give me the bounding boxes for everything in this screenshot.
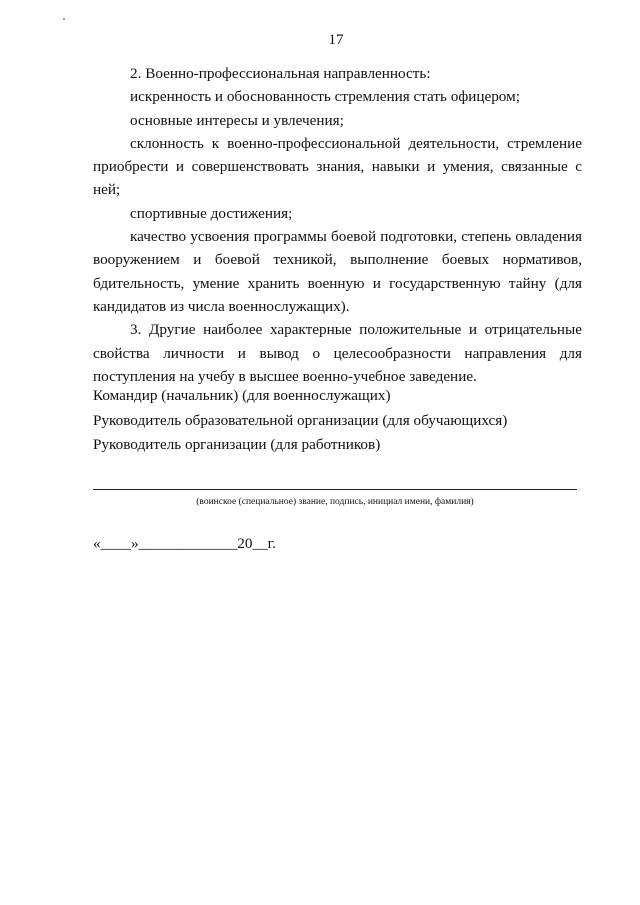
signatory-list [93,384,582,458]
signatory-commander: Командир (начальник) (для военнослужащих) [93,387,391,404]
date-line: «____»_____________20__г. [93,535,276,552]
paragraph-other-qualities: 3. Другие наиболее характерные положительные и отрицательные свойства личности и вывод о целесообразности направления для поступления на учебу в высшее военно-учебное заведение. [93,321,582,385]
paragraph-interests: основные интересы и увлечения; [130,111,344,129]
paragraph-inclination: склонность к военно-профессиональной деятельности, стремление приобрести и совершенствовать знания, навыки и умения, связанные с ней; [93,134,582,199]
scan-speck [63,18,65,20]
signature-caption: (воинское (специальное) звание, подпись, инициал имени, фамилия) [196,497,474,507]
signatory-organization-head: Руководитель организации (для работников) [93,436,381,453]
paragraph-combat-training: качество усвоения программы боевой подготовки, степень овладения вооружением и боевой техникой, выполнение боевых нормативов, бдительность, умение хранить военную и государственную тайну (для кандидатов из числа военнослужащих). [93,228,582,315]
paragraph-military-orientation-heading: 2. Военно-профессиональная направленность: [130,65,431,82]
signatory-education-head: Руководитель образовательной организации (для обучающихся) [93,411,508,429]
page-number: 17 [328,32,344,48]
signature-line [93,489,577,490]
paragraph-sincerity: искренность и обоснованность стремления стать офицером; [130,88,520,106]
paragraph-sports: спортивные достижения; [130,204,293,222]
document-body [93,62,582,388]
